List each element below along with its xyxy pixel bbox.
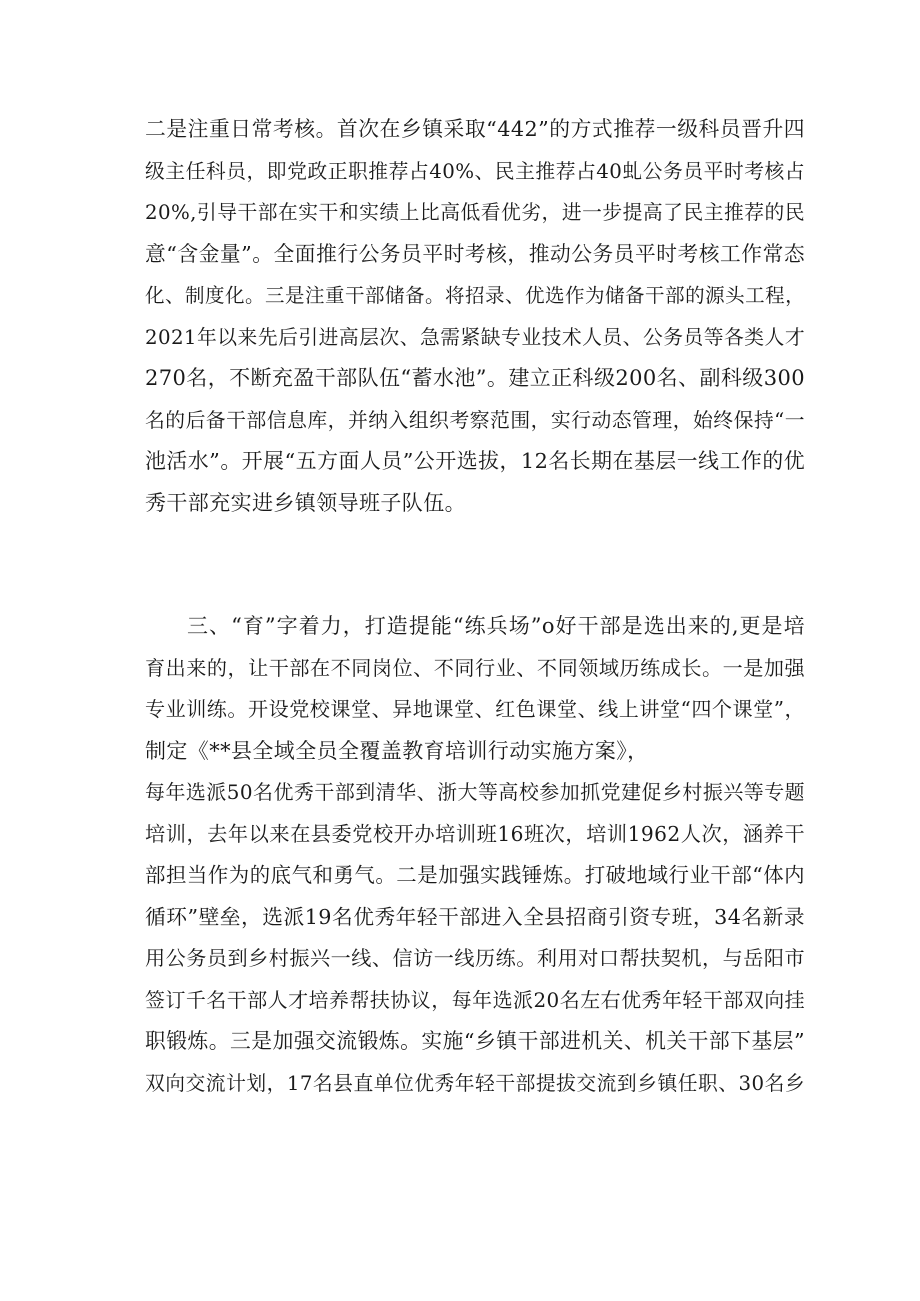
text-line: 秀干部充实进乡镇领导班子队伍。 xyxy=(145,490,466,515)
text-line: 270名，不断充盈干部队伍“蓄水池”。建立正科级200名、副科级300 xyxy=(145,366,805,390)
text-line: 每年选派50名优秀干部到清华、浙大等高校参加抓党建促乡村振兴等专题 xyxy=(145,780,805,804)
text-line: 签订千名干部人才培养帮扶协议，每年选派20名左右优秀年轻干部双向挂 xyxy=(145,987,805,1012)
text-line: 级主任科员，即党政正职推荐占40%、民主推荐占40虬公务员平时考核占 xyxy=(145,159,805,183)
paragraph-cultivation xyxy=(145,606,805,1104)
text-line: 育出来的，让干部在不同岗位、不同行业、不同领域历练成长。一是加强 xyxy=(145,655,805,680)
text-line: 用公务员到乡村振兴一线、信访一线历练。利用对口帮扶契机，与岳阳市 xyxy=(145,946,805,970)
text-line: 池活水”。开展“五方面人员”公开选拔，12名长期在基层一线工作的优 xyxy=(145,449,805,473)
text-line: 培训，去年以来在县委党校开办培训班16班次，培训1962人次，涵养干 xyxy=(145,821,805,846)
text-line: 意“含金量”。全面推行公务员平时考核，推动公务员平时考核工作常态 xyxy=(145,241,805,266)
text-line: 循环”壁垒，选派19名优秀年轻干部进入全县招商引资专班，34名新录 xyxy=(145,904,805,929)
text-line: 二是注重日常考核。首次在乡镇采取“442”的方式推荐一级科员晋升四 xyxy=(145,117,805,141)
text-line: 职锻炼。三是加强交流锻炼。实施“乡镇干部进机关、机关干部下基层” xyxy=(145,1029,805,1053)
text-line: 双向交流计划，17名县直单位优秀年轻干部提拔交流到乡镇任职、30名乡 xyxy=(145,1071,805,1095)
text-line: 部担当作为的底气和勇气。二是加强实践锤炼。打破地域行业干部“体内 xyxy=(145,863,805,887)
text-line: 制定《**县全域全员全覆盖教育培训行动实施方案》， xyxy=(145,738,649,763)
text-line: 化、制度化。三是注重干部储备。将招录、优选作为储备干部的源头工程， xyxy=(145,284,805,307)
text-line-indented: 三、“育”字着力，打造提能“练兵场”o好干部是选出来的,更是培 xyxy=(187,614,805,638)
text-line: 20%,引导干部在实干和实绩上比高低看优劣，进一步提高了民主推荐的民 xyxy=(145,201,805,224)
text-line: 2021年以来先后引进高层次、急需紧缺专业技术人员、公务员等各类人才 xyxy=(145,325,805,349)
paragraph-daily-assessment xyxy=(145,109,805,524)
text-line: 专业训练。开设党校课堂、异地课堂、红色课堂、线上讲堂“四个课堂”， xyxy=(145,697,805,721)
text-line: 名的后备干部信息库，并纳入组织考察范围，实行动态管理，始终保持“一 xyxy=(145,408,805,432)
